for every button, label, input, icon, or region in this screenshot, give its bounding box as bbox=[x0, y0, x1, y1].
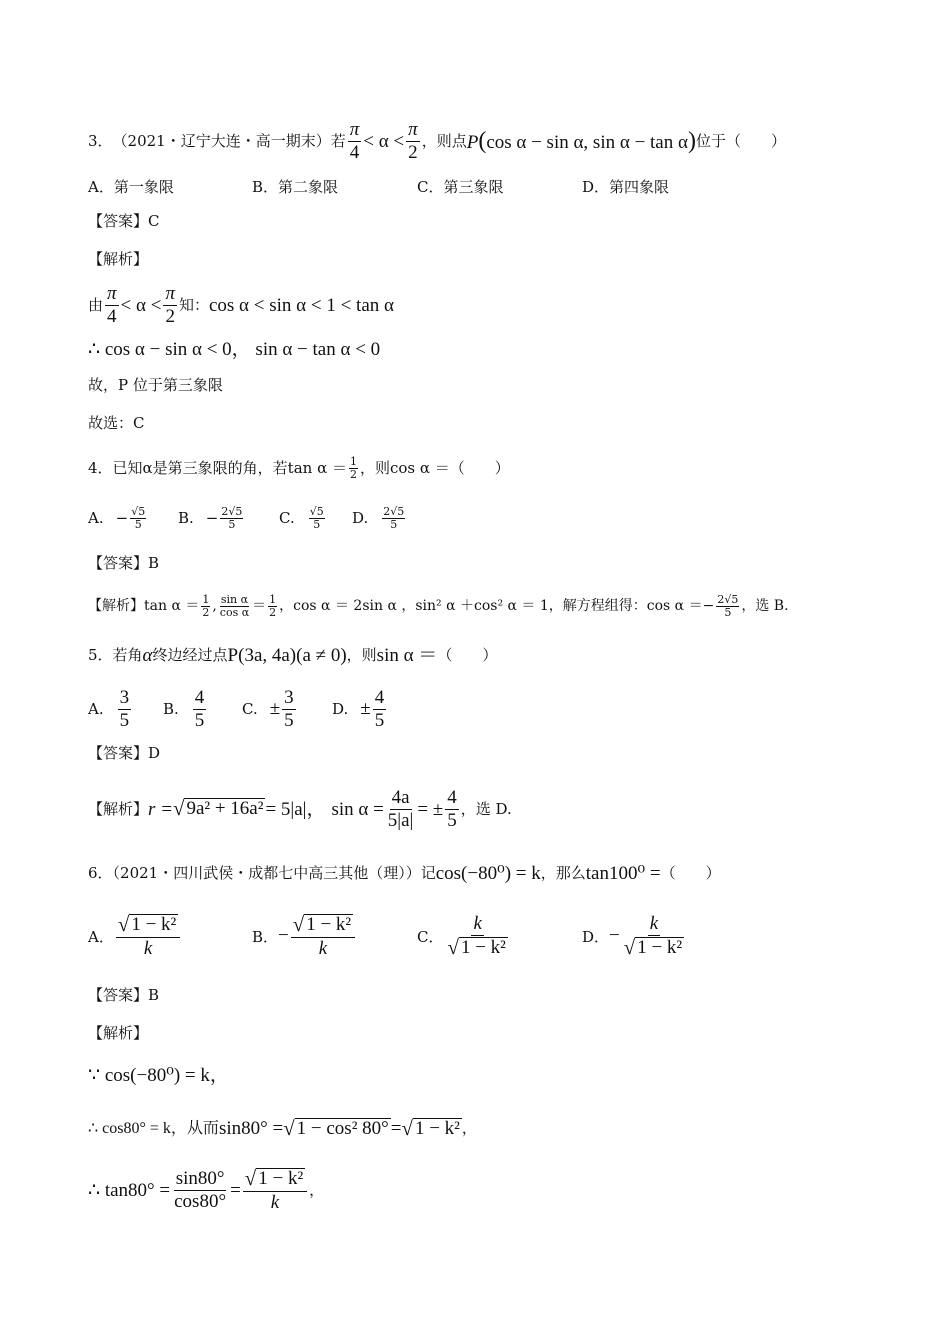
q3-analysis-label: 【解析】 bbox=[88, 250, 149, 268]
q6-cos-expr: cos(−80⁰) = k bbox=[435, 863, 541, 884]
q5-option-a: A. $\frac{3}{5}$ bbox=[88, 687, 130, 731]
q3-answer: 【答案】C bbox=[88, 212, 160, 230]
q4-option-c: C. $\frac{√5}{5}$ bbox=[279, 505, 324, 531]
q5-option-c: C. ± $\frac{3}{5}$ bbox=[242, 687, 294, 731]
q6-option-b: B． − √ 1 − k² k bbox=[252, 914, 357, 959]
q4-analysis: 【解析】tan α ＝ $\frac{1}{2}$ , $\frac{\text{sin α}}{\text{cos α}}$ ＝ $\frac{1}{2}$ ，cos α ＝ 2sin α ，sin² α ＋cos² α ＝ 1，解方程组得：cos α ＝− $\frac{2√5}{5}$ ，选 B. bbox=[88, 593, 789, 619]
q6-stem: 6．（2021・四川武侯・成都七中高三其他（理））记 cos(−80⁰) = k ，那么 tan100⁰ = （ ） bbox=[88, 863, 721, 884]
q3-number: 3． bbox=[88, 131, 113, 150]
q6-answer: 【答案】B bbox=[88, 986, 160, 1004]
q3-step1: 由 $\frac{\pi}{4}$ < α < $\frac{\pi}{2}$ 知： cos α < sin α < 1 < tan α bbox=[88, 283, 394, 327]
q3-point: P(cos α − sin α, sin α − tan α) bbox=[466, 128, 696, 155]
q3-option-a: A．第一象限 bbox=[88, 178, 174, 196]
q3-frac-pi-4: $\frac{\pi}{4}$ bbox=[349, 119, 360, 163]
q3-step3: 故，P 位于第三象限 bbox=[88, 376, 223, 394]
q4-stem: 4．已知α是第三象限的角，若tan α ＝ $\frac{1}{2}$ ，则cos α ＝（ ） bbox=[88, 455, 510, 481]
q5-option-b: B. $\frac{4}{5}$ bbox=[163, 687, 205, 731]
q4-answer: 【答案】B bbox=[88, 554, 160, 572]
q5-answer: 【答案】D bbox=[88, 744, 161, 762]
q4-frac-1-2: $\frac{1}{2}$ bbox=[349, 455, 357, 481]
q3-step4: 故选：C bbox=[88, 414, 145, 432]
q5-option-d: D. ± $\frac{4}{5}$ bbox=[332, 687, 385, 731]
q4-option-a: A. − $\frac{√5}{5}$ bbox=[88, 505, 146, 531]
q3-stem bbox=[88, 120, 786, 163]
q3-step1-frac-pi-2: $\frac{\pi}{2}$ bbox=[165, 283, 175, 327]
q3-inequality: < α < bbox=[363, 130, 405, 152]
q3-source: （2021・辽宁大连・高一期末）若 bbox=[112, 131, 346, 150]
q3-step1-frac-pi-4: $\frac{\pi}{4}$ bbox=[107, 283, 117, 327]
q5-analysis: 【解析】 r = √ 9a² + 16a² = 5|a|， sin α = $\frac{4a}{5|a|}$ = ± $\frac{4}{5}$ ，选 D. bbox=[88, 787, 512, 831]
q3-mid: ，则点 bbox=[421, 131, 467, 150]
q4-option-d: D. $\frac{2√5}{5}$ bbox=[352, 505, 405, 531]
q6-option-a: A． √ 1 − k² k bbox=[88, 914, 182, 959]
q6-option-d: D． − k √ 1 − k² bbox=[582, 913, 683, 959]
q5-stem: 5．若角 α 终边经过点 P(3a, 4a)(a ≠ 0) ，则 sin α ＝ （ ） bbox=[88, 645, 498, 666]
q3-option-b: B．第二象限 bbox=[252, 178, 339, 196]
q6-step2: ∴ cos80° = k，从而 sin80° = √ 1 − cos² 80° = √ 1 − k² ， bbox=[88, 1116, 477, 1140]
q6-analysis-label: 【解析】 bbox=[88, 1024, 149, 1042]
q4-option-b: B. − $\frac{2√5}{5}$ bbox=[178, 505, 243, 531]
q3-step1-expr: cos α < sin α < 1 < tan α bbox=[208, 294, 394, 316]
q6-step3: ∴ tan80° = $\frac{\sin 80^\circ}{\cos 80^\circ}$ = √ 1 − k² k ， bbox=[88, 1166, 325, 1213]
q3-step2: ∴ cos α − sin α < 0， sin α − tan α < 0 bbox=[88, 339, 381, 360]
q6-tan-expr: tan100⁰ = bbox=[585, 863, 661, 884]
q3-option-c: C．第三象限 bbox=[417, 178, 504, 196]
q3-tail: 位于（ ） bbox=[695, 131, 786, 150]
q6-step1: ∵ cos(−80⁰) = k， bbox=[88, 1065, 229, 1086]
q3-option-d: D．第四象限 bbox=[582, 178, 670, 196]
q6-option-c: C． k √ 1 − k² bbox=[417, 913, 506, 959]
q5-point: P(3a, 4a)(a ≠ 0) bbox=[227, 645, 347, 666]
q3-frac-pi-2: $\frac{\pi}{2}$ bbox=[408, 119, 418, 163]
